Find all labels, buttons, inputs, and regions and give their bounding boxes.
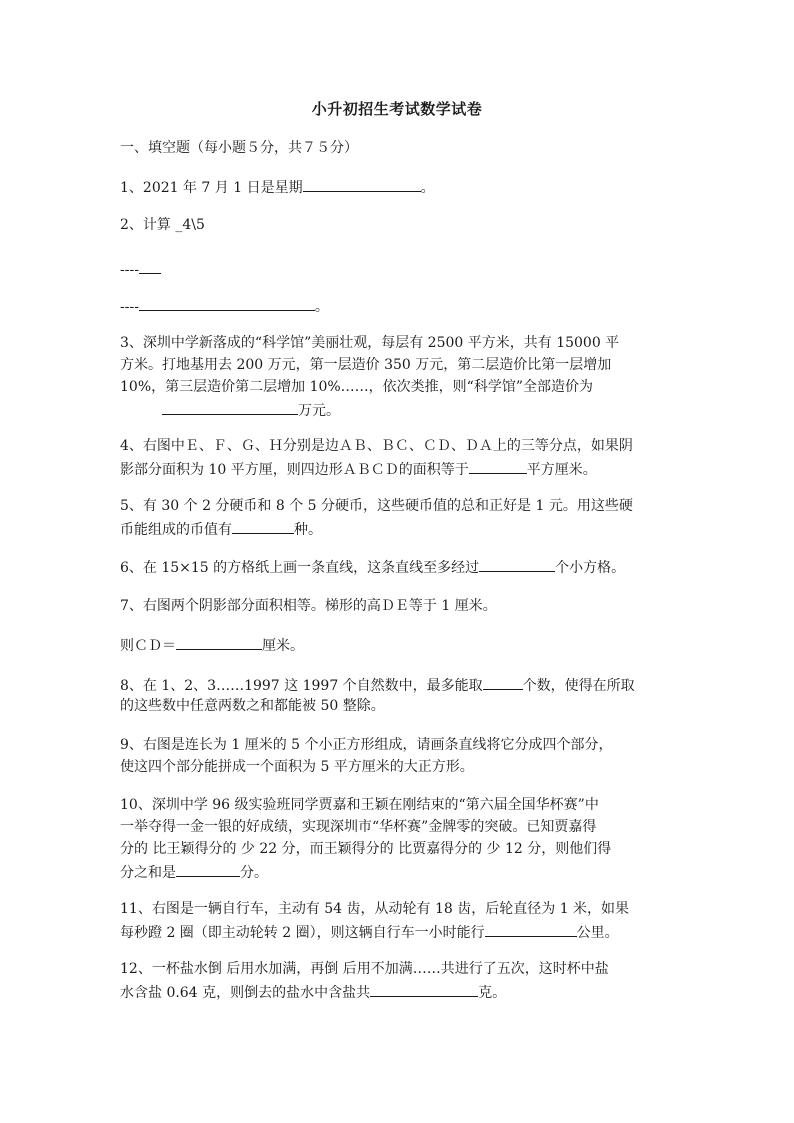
question-11-suffix: 公里。: [576, 925, 619, 941]
answer-blank[interactable]: [176, 860, 240, 877]
page-title: 小升初招生考试数学试卷: [311, 100, 483, 118]
question-8-text: 8、在 1、2、3……1997 这 1997 个自然数中，最多能取: [120, 678, 483, 694]
question-11-text: 每秒蹬 2 圈（即主动轮转 2 圈），则这辆自行车一小时能行: [120, 925, 485, 941]
answer-blank[interactable]: [479, 555, 555, 572]
question-3-suffix: 万元。: [298, 403, 340, 419]
question-5-suffix: 种。: [294, 522, 322, 538]
question-7-suffix: 厘米。: [262, 638, 304, 654]
answer-blank[interactable]: [483, 673, 523, 690]
question-12-line1: 12、一杯盐水倒 后用水加满，再倒 后用不加满……共进行了五次，这时杯中盐: [120, 961, 609, 977]
question-3-line3: 10%，第三层造价第二层增加 10%……，依次类推，则“科学馆”全部造价为: [120, 379, 593, 395]
question-4-line1: 4、右图中Ｅ、Ｆ、Ｇ、Ｈ分别是边ＡＢ、ＢＣ、ＣＤ、ＤＡ上的三等分点，如果阴: [120, 438, 633, 454]
question-10-line1: 10、深圳中学 96 级实验班同学贾嘉和王颖在刚结束的“第六届全国华杯赛”中: [120, 797, 599, 813]
question-8-text-cont: 个数，使得在所取: [522, 678, 635, 694]
section-heading: 一、填空题（每小题５分，共７５分）: [120, 140, 358, 156]
question-10-text: 分之和是: [120, 865, 176, 881]
question-9-line1: 9、右图是连长为 1 厘米的 5 个小正方形组成，请画条直线将它分成四个部分，: [120, 737, 613, 753]
question-1-text: 1、2021 年 7 月 1 日是星期: [120, 180, 303, 196]
answer-blank[interactable]: [139, 294, 315, 311]
question-10-line3: 分的 比王颖得分的 少 22 分，而王颖得分的 比贾嘉得分的 少 12 分，则他们得: [120, 841, 612, 857]
question-4-text: 影部分面积为 10 平方厘，则四边形ＡＢＣＤ的面积等于: [120, 462, 469, 478]
question-3-line4: [120, 398, 722, 422]
question-2-text: 2、计算 _4\5: [120, 217, 205, 233]
question-12-suffix: 克。: [478, 985, 507, 1001]
question-10-line4: [120, 860, 680, 884]
question-7-line2: [120, 633, 680, 657]
question-2: [120, 214, 680, 236]
question-7-line1: 7、右图两个阴影部分面积相等。梯形的高ＤＥ等于 1 厘米。: [120, 598, 497, 614]
question-11-line2: [120, 920, 680, 944]
question-2-line3: [120, 294, 680, 318]
question-4-suffix: 平方厘米。: [526, 462, 597, 478]
answer-blank[interactable]: [232, 517, 294, 534]
question-5-line2: [120, 517, 680, 541]
answer-blank[interactable]: [303, 175, 421, 192]
question-11-line1: 11、右图是一辆自行车，主动有 54 齿，从动轮有 18 齿，后轮直径为 1 米，如果: [120, 901, 630, 917]
question-10-line2: 一举夺得一金一银的好成绩，实现深圳市“华杯赛”金牌零的突破。已知贾嘉得: [120, 819, 597, 835]
question-1-suffix: 。: [420, 180, 435, 196]
question-9-line2: 使这四个部分能拼成一个面积为 5 平方厘米的大正方形。: [120, 759, 474, 775]
answer-blank[interactable]: [139, 257, 161, 274]
question-1: [120, 175, 680, 199]
question-2-suffix: 。: [314, 299, 329, 315]
question-6-suffix: 个小方格。: [555, 560, 626, 576]
answer-blank[interactable]: [162, 398, 298, 415]
question-3-line2: 方米。打地基用去 200 万元，第一层造价 350 万元，第二层造价比第一层增加: [120, 357, 612, 373]
question-2-dashes: ----: [120, 262, 139, 278]
question-3-line1: 3、深圳中学新落成的“科学馆”美丽壮观，每层有 2500 平方米，共有 15000 平: [120, 335, 620, 351]
answer-blank[interactable]: [176, 633, 262, 650]
question-12-line2: [120, 980, 680, 1004]
question-5-text: 币能组成的币值有: [120, 522, 232, 538]
answer-blank[interactable]: [469, 457, 527, 474]
question-10-suffix: 分。: [240, 865, 268, 881]
question-7-text: 则ＣＤ＝: [120, 638, 176, 654]
question-5-line1: 5、有 30 个 2 分硬币和 8 个 5 分硬币，这些硬币值的总和正好是 1 元。用这些硬: [120, 498, 633, 514]
question-6: [120, 555, 680, 579]
question-8-line2: 的这些数中任意两数之和都能被 50 整除。: [120, 698, 385, 714]
answer-blank[interactable]: [370, 980, 478, 997]
answer-blank[interactable]: [485, 920, 577, 937]
question-8-line1: [120, 673, 680, 697]
question-12-text: 水含盐 0.64 克，则倒去的盐水中含盐共: [120, 985, 371, 1001]
question-2-line2: [120, 257, 680, 281]
question-2-dashes: ----: [120, 299, 139, 315]
question-4-line2: [120, 457, 680, 481]
question-6-text: 6、在 15×15 的方格纸上画一条直线，这条直线至多经过: [120, 560, 480, 576]
